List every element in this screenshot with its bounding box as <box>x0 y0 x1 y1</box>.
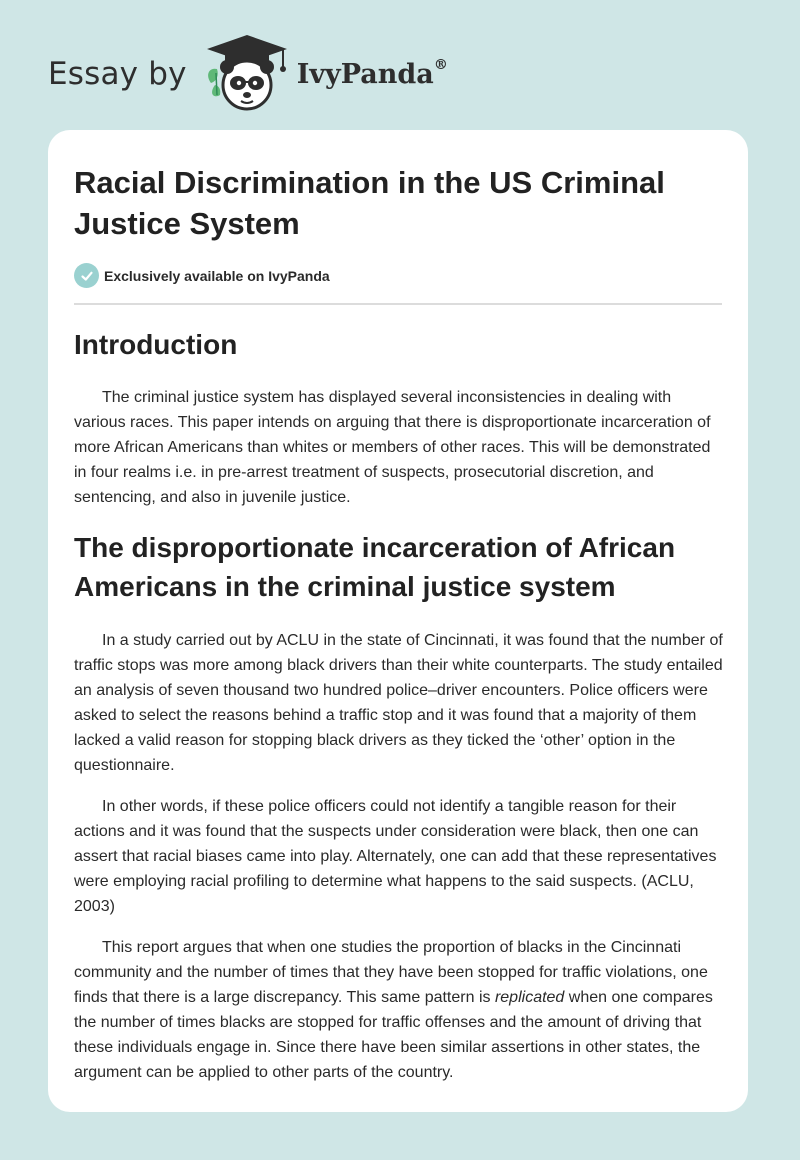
essay-title: Racial Discrimination in the US Criminal Justice System <box>74 165 665 241</box>
panda-logo-icon[interactable] <box>203 33 291 116</box>
exclusive-badge <box>74 263 330 288</box>
exclusive-badge-text: Exclusively available on IvyPanda <box>104 267 330 284</box>
section-heading-introduction: Introduction <box>74 329 238 360</box>
essay-by-label: Essay by <box>48 56 187 92</box>
essay-card <box>48 130 748 1112</box>
check-icon <box>74 263 99 288</box>
paragraph: In other words, if these police officers could not identify a tangible reason for their actions and it was found that the suspects under consideration were black, then one can assert that racial biases came into play. Alternately, one can add that these representatives were employing racial profiling to determine what happens to the said suspects. (ACLU, 2003) <box>74 798 717 915</box>
title-divider <box>74 303 722 305</box>
section-heading-disproportionate-incarceration: The disproportionate incarceration of African Americans in the criminal justice system <box>74 532 676 602</box>
paragraph <box>74 935 724 1085</box>
site-header <box>48 34 448 114</box>
registered-mark: ® <box>433 56 448 73</box>
paragraph: In a study carried out by ACLU in the state of Cincinnati, it was found that the number of traffic stops was more among black drivers than their white counterparts. The study entailed an analysis of seven thousand two hundred police–driver encounters. Police officers were asked to select the reasons behind a traffic stop and it was found that a majority of them lacked a valid reason for stopping black drivers as they ticked the ‘other’ option in the questionnaire. <box>74 632 723 774</box>
paragraph-text-before: This report argues that when one studies the proportion of blacks in the Cincinnati community and the number of times that they have been stopped for traffic violations, one finds that there is a large discrepancy. This same pattern is <box>74 939 708 1006</box>
brand-name[interactable]: IvyPanda® <box>296 56 448 90</box>
emphasized-word: replicated <box>494 989 565 1006</box>
paragraph: The criminal justice system has displayed several inconsistencies in dealing with various races. This paper intends on arguing that there is disproportionate incarceration of more African Americans than whites or members of other races. This will be demonstrated in four realms i.e. in pre-arrest treatment of suspects, prosecutorial discretion, and sentencing, and also in juvenile justice. <box>74 389 711 506</box>
paragraph-text-after: when one compares the number of times blacks are stopped for traffic offenses and the amount of driving that these individuals engage in. Since there have been similar assertions in other states, the argument can be applied to other parts of the country. <box>74 989 713 1081</box>
